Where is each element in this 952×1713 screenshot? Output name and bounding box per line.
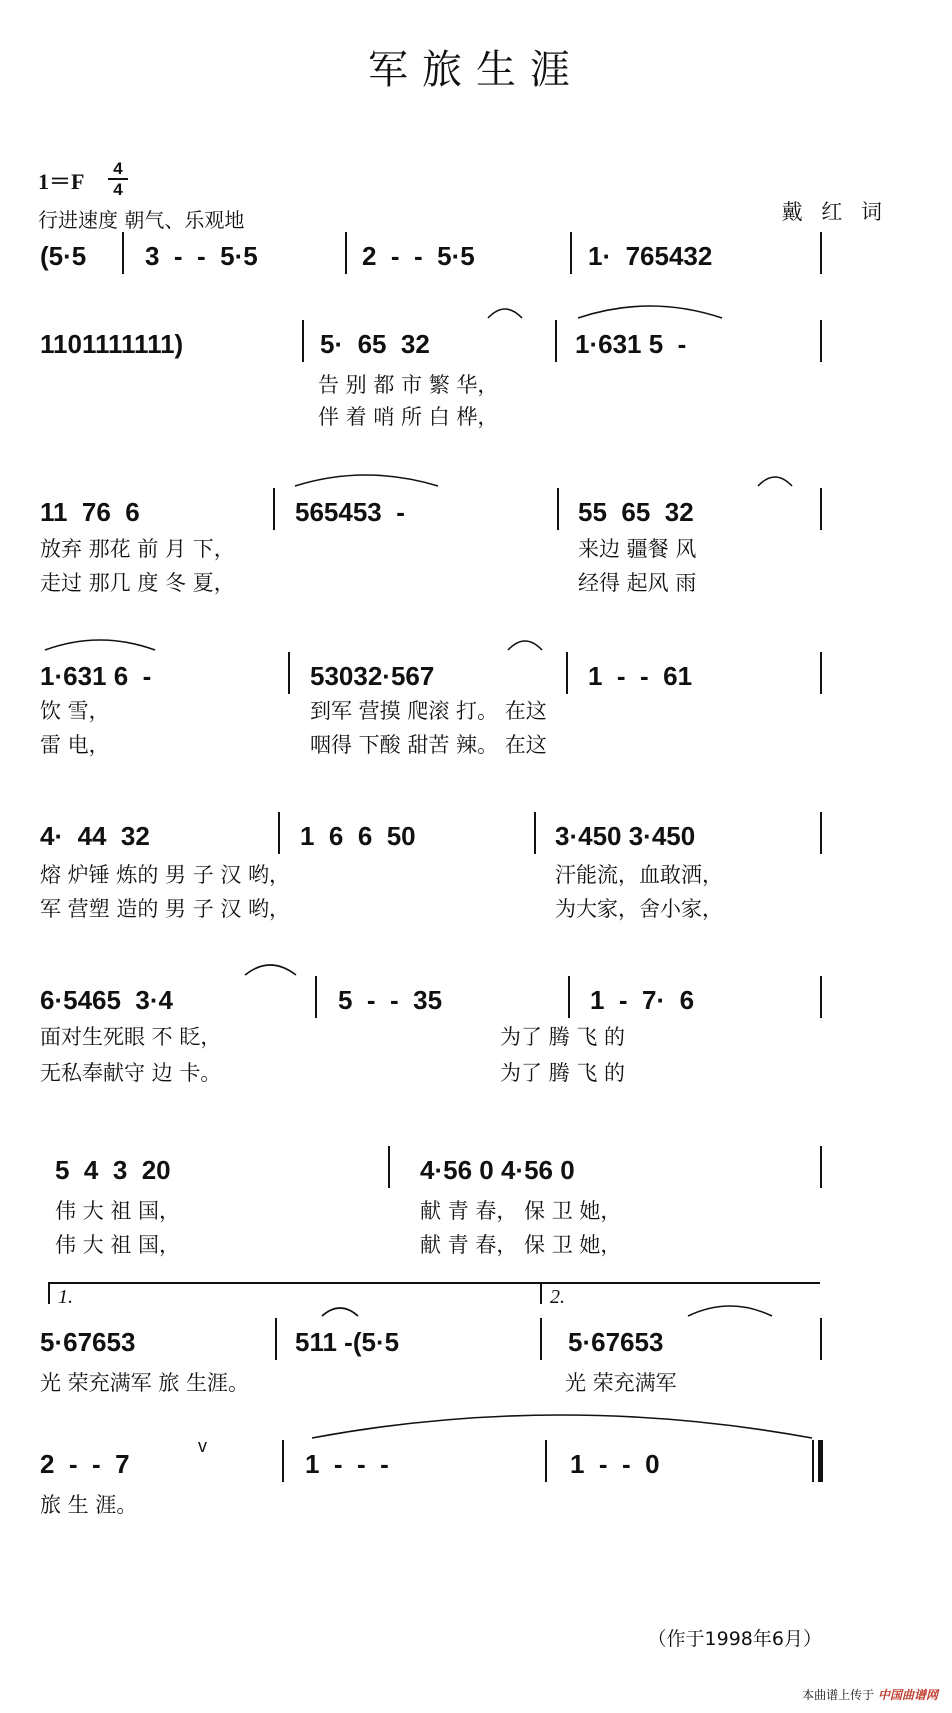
notation-segment: 1·631 5 - [575, 329, 687, 359]
time-signature-bottom: 4 [113, 180, 123, 199]
lyricist-credit: 戴 红 词 [781, 200, 888, 224]
barline [570, 232, 572, 274]
barline [557, 488, 559, 530]
lyric-text: 到军 营摸 爬滚 打。 在这 [310, 699, 547, 723]
lyric-text: 光 荣充满军 旅 生涯。 [40, 1371, 250, 1395]
volta-1-hook [48, 1282, 50, 1304]
notation-line [0, 656, 952, 696]
repeat-barline [540, 1318, 542, 1360]
barline [275, 1318, 277, 1360]
barline [388, 1146, 390, 1188]
notation-segment: 2 - - 7 [40, 1449, 130, 1479]
tempo-marking: 行进速度 朝气、乐观地 [38, 208, 245, 232]
composition-date-note: （作于1998年6月） [647, 1628, 822, 1650]
lyric-text: 放弃 那花 前 月 下， [40, 537, 235, 561]
notation-segment: 4· 44 32 [40, 821, 150, 851]
barline [278, 812, 280, 854]
lyric-verse-2 [0, 402, 952, 432]
notation-segment: 1 6 6 50 [300, 821, 416, 851]
notation-segment: 565453 - [295, 497, 405, 527]
volta-1-label: 1. [58, 1286, 73, 1308]
notation-line [0, 1322, 952, 1362]
lyric-text: 伟 大 祖 国， [55, 1199, 181, 1223]
slur [688, 1306, 772, 1316]
lyric-text: 来边 疆餐 风 [578, 537, 697, 561]
notation-segment: 1 - - 61 [588, 661, 693, 691]
notation-segment: 3·450 3·450 [555, 821, 696, 851]
lyric-verse-1 [0, 1022, 952, 1052]
lyric-text: 熔 炉锤 炼的 男 子 汉 哟， [40, 863, 291, 887]
lyric-verse-2 [0, 894, 952, 924]
notation-segment: 11 76 6 [40, 497, 140, 527]
notation-segment: 5 4 3 20 [55, 1155, 171, 1185]
notation-segment: 5· 65 32 [320, 329, 430, 359]
time-signature-top: 4 [113, 159, 123, 178]
barline [288, 652, 290, 694]
notation-segment: 1101111111) [40, 329, 184, 359]
lyric-text: 告 别 都 市 繁 华， [318, 373, 499, 397]
lyric-verse-2 [0, 1230, 952, 1260]
barline [273, 488, 275, 530]
barline [568, 976, 570, 1018]
lyric-text: 饮 雪， [40, 699, 110, 723]
notation-segment: 5·67653 [40, 1327, 136, 1357]
lyric-text: 经得 起风 雨 [578, 571, 697, 595]
notation-segment: 1 - 7· 6 [590, 985, 695, 1015]
lyric-text: 光 荣充满军 [565, 1371, 677, 1395]
lyric-text: 雷 电， [40, 733, 110, 757]
lyric-text: 旅 生 涯。 [40, 1493, 138, 1517]
slur [508, 641, 542, 650]
notation-line [0, 492, 952, 532]
lyric-text: 咽得 下酸 甜苦 辣。 在这 [310, 733, 547, 757]
barline [315, 976, 317, 1018]
slur [578, 306, 722, 318]
barline [534, 812, 536, 854]
barline [545, 1440, 547, 1482]
slur [488, 309, 522, 318]
barline [566, 652, 568, 694]
slur [322, 1308, 358, 1316]
final-barline-thin [812, 1440, 814, 1482]
notation-segment: 55 65 32 [578, 497, 694, 527]
notation-segment: 1 - - - [305, 1449, 389, 1479]
repeat-barline [122, 232, 124, 274]
notation-segment: 4·56 0 4·56 0 [420, 1155, 575, 1185]
notation-line [0, 324, 952, 364]
lyric-verse-1 [0, 696, 952, 726]
barline [820, 1318, 822, 1360]
barline [820, 1146, 822, 1188]
barline [820, 652, 822, 694]
lyric-text: 为了 腾 飞 的 [500, 1061, 626, 1085]
notation-segment: 1 - - 0 [570, 1449, 660, 1479]
slur [245, 965, 296, 975]
slur [312, 1415, 812, 1438]
barline [820, 976, 822, 1018]
score-title: 军旅生涯 [368, 47, 584, 93]
lyric-verse-2 [0, 730, 952, 760]
lyric-text: 面对生死眼 不 眨， [40, 1025, 222, 1049]
lyric-verse-2 [0, 1058, 952, 1088]
notation-segment: 511 -(5·5 [295, 1327, 400, 1357]
notation-segment: 1·631 6 - [40, 661, 152, 691]
lyric-text: 走过 那几 度 冬 夏， [40, 571, 235, 595]
slur [758, 477, 792, 486]
barline [820, 812, 822, 854]
notation-segment: 6·5465 3·4 [40, 985, 173, 1015]
barline [345, 232, 347, 274]
lyric-text: 献 青 春， 保 卫 她， [420, 1199, 622, 1223]
upload-credit-text: 本曲谱上传于 [802, 1688, 875, 1702]
lyric-verse-1 [0, 1490, 952, 1520]
volta-2-label: 2. [550, 1286, 565, 1308]
notation-line [0, 816, 952, 856]
barline [302, 320, 304, 362]
notation-segment: 2 - - 5·5 [362, 241, 475, 271]
volta-2-hook [540, 1282, 542, 1304]
notation-line [0, 1436, 952, 1484]
slur [295, 475, 438, 486]
lyric-verse-2 [0, 568, 952, 598]
lyric-text: 伟 大 祖 国， [55, 1233, 181, 1257]
notation-segment: 3 - - 5·5 [145, 241, 258, 271]
breath-mark: v [198, 1436, 207, 1456]
lyric-verse-1 [0, 860, 952, 890]
notation-line [0, 1150, 952, 1190]
notation-line [0, 236, 952, 276]
time-signature [108, 160, 128, 198]
site-brand-logo: 中国曲谱网 [877, 1688, 938, 1702]
lyric-verse-1 [0, 534, 952, 564]
lyric-text: 为了 腾 飞 的 [500, 1025, 626, 1049]
notation-segment: 53032·567 [310, 661, 435, 691]
lyric-text: 无私奉献守 边 卡。 [40, 1061, 222, 1085]
notation-segment: 5 - - 35 [338, 985, 443, 1015]
lyric-text: 汗能流，血敢洒， [555, 863, 723, 887]
key-signature: 1＝F [38, 169, 85, 194]
lyric-text: 伴 着 哨 所 白 桦， [318, 405, 499, 429]
lyric-verse-1 [0, 370, 952, 400]
notation-segment: 5·67653 [568, 1327, 664, 1357]
barline [820, 488, 822, 530]
barline [555, 320, 557, 362]
notation-segment: (5·5 [40, 241, 87, 271]
lyric-verse-1 [0, 1196, 952, 1226]
lyric-verse-1 [0, 1368, 952, 1398]
lyric-text: 献 青 春， 保 卫 她， [420, 1233, 622, 1257]
volta-bracket-line [48, 1282, 820, 1284]
barline [820, 320, 822, 362]
barline [820, 232, 822, 274]
upload-credit [802, 1686, 938, 1703]
lyric-text: 军 营塑 造的 男 子 汉 哟， [40, 897, 291, 921]
notation-segment: 1· 765432 [588, 241, 713, 271]
barline [282, 1440, 284, 1482]
notation-line [0, 980, 952, 1020]
lyric-text: 为大家，舍小家， [555, 897, 723, 921]
slur [45, 640, 155, 650]
final-barline-thick [818, 1440, 823, 1482]
